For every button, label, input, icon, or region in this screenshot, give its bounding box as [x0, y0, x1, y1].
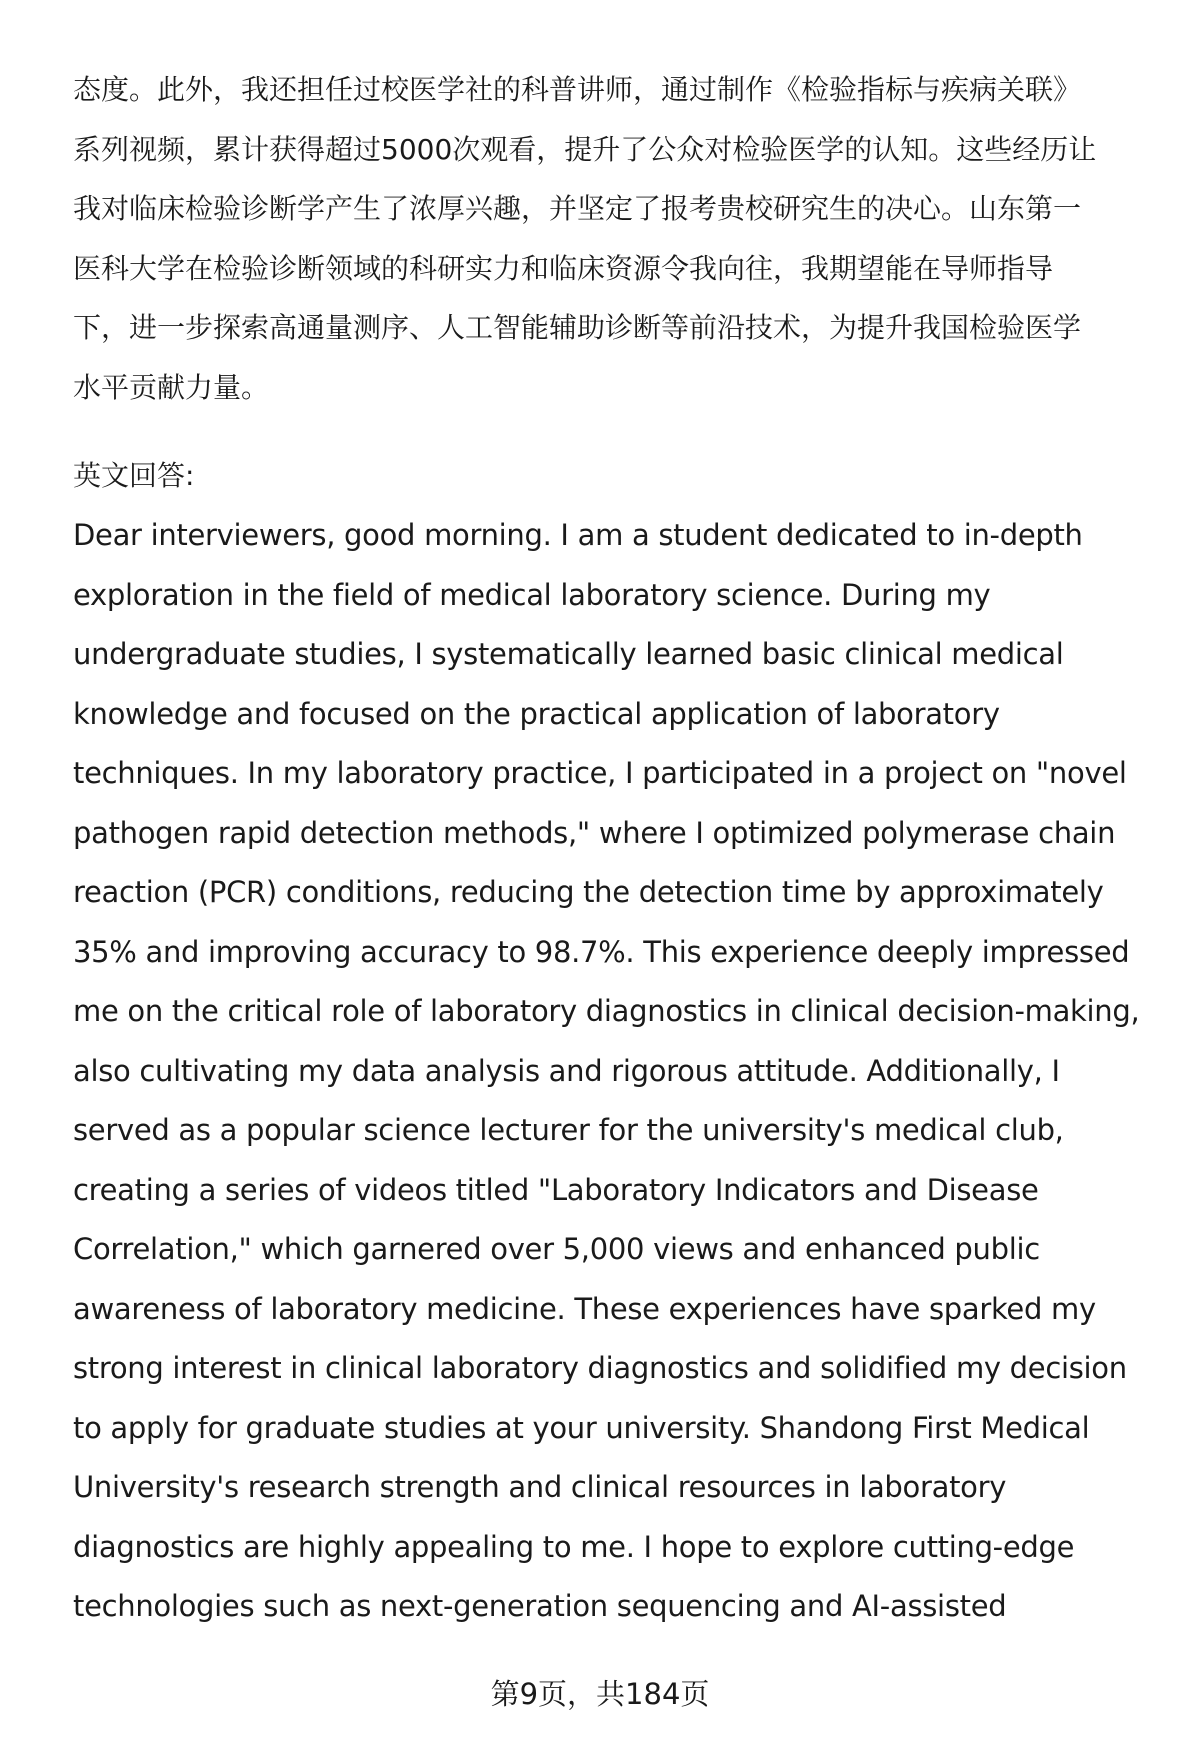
english-answer-line: technologies such as next-generation sequencing and AI-assisted: [73, 1589, 1007, 1623]
english-answer-heading: 英文回答:: [73, 459, 195, 492]
english-answer-line: undergraduate studies, I systematically learned basic clinical medical: [73, 637, 1064, 671]
english-answer-line: Dear interviewers, good morning. I am a student dedicated to in-depth: [73, 518, 1083, 552]
english-answer-line: to apply for graduate studies at your university. Shandong First Medical: [73, 1410, 1090, 1445]
chinese-answer-line: 水平贡献力量。: [73, 370, 270, 404]
english-answer-line: diagnostics are highly appealing to me. I hope to explore cutting-edge: [73, 1529, 1075, 1564]
chinese-answer-line: 态度。此外，我还担任过校医学社的科普讲师，通过制作《检验指标与疾病关联》: [73, 73, 1082, 106]
english-answer-line: University's research strength and clinical resources in laboratory: [73, 1470, 1007, 1504]
english-answer-line: pathogen rapid detection methods," where I optimized polymerase chain: [73, 815, 1116, 850]
english-answer-line: Correlation," which garnered over 5,000 views and enhanced public: [73, 1232, 1040, 1266]
english-answer-line: 35% and improving accuracy to 98.7%. This experience deeply impressed: [73, 934, 1130, 969]
chinese-answer-line: 我对临床检验诊断学产生了浓厚兴趣，并坚定了报考贵校研究生的决心。山东第一: [73, 192, 1082, 225]
english-answer-line: exploration in the field of medical laboratory science. During my: [73, 577, 991, 612]
chinese-answer-line: 系列视频，累计获得超过5000次观看，提升了公众对检验医学的认知。这些经历让: [73, 132, 1097, 166]
english-answer-line: also cultivating my data analysis and rigorous attitude. Additionally, I: [73, 1053, 1060, 1088]
chinese-answer-line: 医科大学在检验诊断领域的科研实力和临床资源令我向往，我期望能在导师指导: [73, 251, 1054, 285]
english-answer-line: creating a series of videos titled "Laboratory Indicators and Disease: [73, 1172, 1039, 1207]
chinese-answer-line: 下，进一步探索高通量测序、人工智能辅助诊断等前沿技术，为提升我国检验医学: [73, 311, 1082, 344]
english-answer-line: strong interest in clinical laboratory diagnostics and solidified my decision: [73, 1351, 1127, 1385]
english-answer-line: me on the critical role of laboratory diagnostics in clinical decision-making,: [73, 994, 1140, 1028]
english-answer-line: knowledge and focused on the practical application of laboratory: [73, 696, 1000, 731]
english-answer-line: awareness of laboratory medicine. These experiences have sparked my: [73, 1291, 1096, 1326]
english-answer-line: served as a popular science lecturer for the university's medical club,: [73, 1113, 1064, 1147]
english-answer-line: reaction (PCR) conditions, reducing the detection time by approximately: [73, 875, 1104, 909]
english-answer-line: techniques. In my laboratory practice, I participated in a project on "novel: [73, 756, 1127, 790]
page-number-footer: 第9页，共184页: [490, 1677, 710, 1711]
